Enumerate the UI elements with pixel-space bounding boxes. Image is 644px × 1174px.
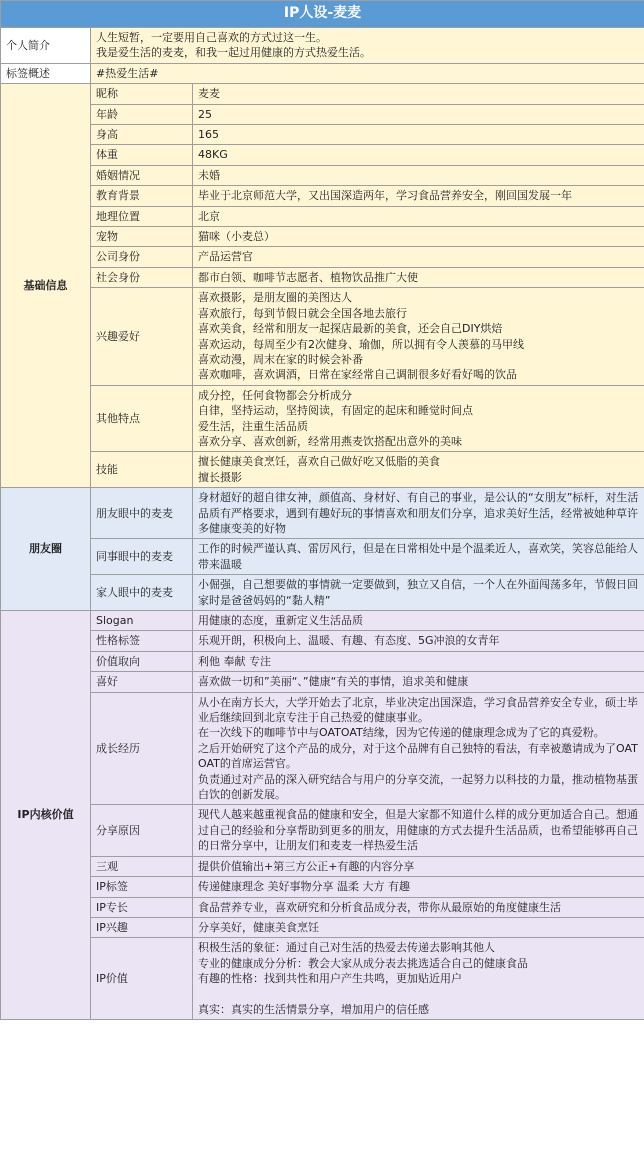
field-value-line: 喜欢旅行，每到节假日就会全国各地去旅行 bbox=[198, 306, 407, 320]
field-value bbox=[193, 917, 644, 937]
field-value bbox=[193, 267, 644, 287]
field-key: IP兴趣 bbox=[91, 917, 193, 937]
field-key: 教育背景 bbox=[91, 186, 193, 206]
field-key: IP价值 bbox=[91, 938, 193, 1020]
field-value-line: 专业的健康成分分析：教会大家从成分表去挑选适合自己的健康食品 bbox=[198, 956, 528, 970]
intro-line: 我是爱生活的麦麦，和我一起过用健康的方式热爱生活。 bbox=[96, 46, 371, 60]
field-value-line: 擅长摄影 bbox=[198, 470, 242, 484]
field-value-line: 毕业于北京师范大学，又出国深造两年，学习食品营养安全，刚回国发展一年 bbox=[198, 189, 572, 203]
field-value-line: 现代人越来越重视食品的健康和安全，但是大家都不知道什么样的成分更加适合自己。想通过自己的经验和分享帮助到更多的朋友，用健康的方式去提升生活品质，也希望能够再自己的日常分享中，让朋友们和麦麦一样热爱生活 bbox=[198, 808, 638, 853]
basic-info-row bbox=[1, 186, 644, 206]
field-value bbox=[193, 165, 644, 185]
field-value bbox=[193, 206, 644, 226]
field-value-line bbox=[198, 987, 639, 1002]
field-value-line: 用健康的态度，重新定义生活品质 bbox=[198, 614, 363, 627]
field-value-line: 北京 bbox=[198, 209, 220, 223]
field-value bbox=[193, 672, 644, 692]
field-value-line: 喜欢摄影，是朋友圈的美图达人 bbox=[198, 291, 352, 305]
field-value-line: 身材超好的超自律女神，颜值高、身材好、有自己的事业，是公认的“女朋友”标杆，对生活品质有严格要求，遇到有趣好玩的事情喜欢和朋友们分享，追求美好生活，经常被她种草许多健康变美的好物 bbox=[198, 491, 639, 535]
field-value bbox=[193, 877, 644, 897]
field-value-line: 负责通过对产品的深入研究结合与用户的分享交流，一起努力以科技的力量，推动植物基蛋白饮的创新发展。 bbox=[198, 772, 638, 802]
intro-value bbox=[91, 28, 644, 64]
field-value-line: 都市白领、咖啡节志愿者、植物饮品推广大使 bbox=[198, 270, 418, 284]
field-key: 地理位置 bbox=[91, 206, 193, 226]
field-key: 朋友眼中的麦麦 bbox=[91, 488, 193, 539]
field-value-line: 在一次线下的咖啡节中与OATOAT结缘，因为它传递的健康理念成为了它的真爱粉。 bbox=[198, 726, 605, 740]
field-value-line: 传递健康理念 美好事物分享 温柔 大方 有趣 bbox=[198, 880, 410, 894]
tags-label: 标签概述 bbox=[1, 63, 91, 83]
tags-row bbox=[1, 63, 644, 83]
field-value bbox=[193, 805, 644, 856]
field-key: 技能 bbox=[91, 452, 193, 488]
field-value bbox=[193, 692, 644, 805]
field-value-line: 食品营养专业，喜欢研究和分析食品成分表，带你从最原始的角度健康生活 bbox=[198, 900, 561, 914]
field-value bbox=[193, 938, 644, 1020]
field-value bbox=[193, 856, 644, 876]
field-key: 公司身份 bbox=[91, 247, 193, 267]
field-key: 宠物 bbox=[91, 227, 193, 247]
field-value bbox=[193, 227, 644, 247]
field-value-line: 48KG bbox=[198, 148, 228, 162]
basic-info-row bbox=[1, 84, 644, 104]
ip-core-value-row bbox=[1, 631, 644, 651]
tags-value: #热爱生活# bbox=[91, 63, 644, 83]
field-key: 年龄 bbox=[91, 104, 193, 124]
basic-info-row bbox=[1, 452, 644, 488]
ip-core-value-row bbox=[1, 938, 644, 1020]
field-value-line: 25 bbox=[198, 107, 212, 121]
field-key: 兴趣爱好 bbox=[91, 288, 193, 385]
intro-line: 人生短暂，一定要用自己喜欢的方式过这一生。 bbox=[96, 31, 327, 44]
field-key: IP专长 bbox=[91, 897, 193, 917]
field-value bbox=[193, 186, 644, 206]
ip-core-value-row bbox=[1, 917, 644, 937]
field-key: 社会身份 bbox=[91, 267, 193, 287]
field-key: 家人眼中的麦麦 bbox=[91, 575, 193, 611]
field-key: 其他特点 bbox=[91, 385, 193, 452]
field-value-line: 产品运营官 bbox=[198, 250, 253, 264]
ip-core-value-row bbox=[1, 651, 644, 671]
field-key: 身高 bbox=[91, 125, 193, 145]
field-value bbox=[193, 611, 644, 631]
field-value-line: 分享美好，健康美食烹饪 bbox=[198, 920, 319, 934]
field-key: 喜好 bbox=[91, 672, 193, 692]
basic-info-row bbox=[1, 267, 644, 287]
page-title: IP人设-麦麦 bbox=[1, 1, 644, 28]
basic-info-row bbox=[1, 145, 644, 165]
field-value-line: 喜欢分享、喜欢创新，经常用燕麦饮搭配出意外的美味 bbox=[198, 434, 462, 448]
field-value-line: 喜欢动漫，周末在家的时候会补番 bbox=[198, 352, 363, 366]
field-value bbox=[193, 247, 644, 267]
field-key: 体重 bbox=[91, 145, 193, 165]
field-value bbox=[193, 488, 644, 539]
basic-info-row bbox=[1, 104, 644, 124]
basic-info-label: 基础信息 bbox=[1, 84, 91, 488]
field-value bbox=[193, 452, 644, 488]
field-value bbox=[193, 125, 644, 145]
field-value bbox=[193, 539, 644, 575]
friend-circle-row bbox=[1, 575, 644, 611]
field-value-line: 成分控，任何食物都会分析成分 bbox=[198, 388, 352, 402]
field-value-line: 真实：真实的生活情景分享，增加用户的信任感 bbox=[198, 1002, 429, 1016]
field-value-line: 喜欢美食，经常和朋友一起探店最新的美食，还会自己DIY烘焙 bbox=[198, 322, 503, 336]
field-value bbox=[193, 575, 644, 611]
field-value-line: 擅长健康美食烹饪，喜欢自己做好吃又低脂的美食 bbox=[198, 455, 440, 469]
friend-circle-label: 朋友圈 bbox=[1, 488, 91, 611]
field-value-line: 自律，坚持运动，坚持阅读，有固定的起床和睡觉时间点 bbox=[198, 404, 473, 418]
ip-core-value-row bbox=[1, 897, 644, 917]
field-value-line: 利他 奉献 专注 bbox=[198, 654, 271, 668]
friend-circle-row bbox=[1, 539, 644, 575]
field-value-line: 喜欢做一切和”美丽“、”健康“有关的事情，追求美和健康 bbox=[198, 675, 469, 689]
basic-info-row bbox=[1, 206, 644, 226]
field-key: 昵称 bbox=[91, 84, 193, 104]
field-value-line: 积极生活的象征：通过自己对生活的热爱去传递去影响其他人 bbox=[198, 941, 495, 955]
field-value bbox=[193, 897, 644, 917]
field-value-line: 未婚 bbox=[198, 168, 220, 182]
basic-info-row bbox=[1, 227, 644, 247]
field-value-line: 之后开始研究了这个产品的成分，对于这个品牌有自己独特的看法，有幸被邀请成为了OATOAT的首席运营官。 bbox=[198, 741, 638, 771]
field-value-line: 小倔强，自己想要做的事情就一定要做到，独立又自信，一个人在外面闯荡多年，节假日回家时是爸爸妈妈的“黏人精” bbox=[198, 578, 638, 607]
field-key: 价值取向 bbox=[91, 651, 193, 671]
ip-core-value-row bbox=[1, 805, 644, 856]
ip-core-value-row bbox=[1, 877, 644, 897]
field-key: Slogan bbox=[91, 611, 193, 631]
title-row bbox=[1, 1, 644, 28]
field-value-line: 从小在南方长大，大学开始去了北京，毕业决定出国深造，学习食品营养安全专业，硕士毕业后继续回到北京专注于自己热爱的健康事业。 bbox=[198, 695, 638, 725]
field-value-line: 有趣的性格：找到共性和用户产生共鸣，更加贴近用户 bbox=[198, 972, 462, 986]
intro-label: 个人简介 bbox=[1, 28, 91, 64]
field-key: 分享原因 bbox=[91, 805, 193, 856]
basic-info-row bbox=[1, 288, 644, 385]
field-value-line: 提供价值输出+第三方公正+有趣的内容分享 bbox=[198, 859, 415, 873]
field-key: 同事眼中的麦麦 bbox=[91, 539, 193, 575]
basic-info-row bbox=[1, 165, 644, 185]
field-key: 三观 bbox=[91, 856, 193, 876]
field-value-line: 爱生活，注重生活品质 bbox=[198, 419, 308, 433]
field-key: 婚姻情况 bbox=[91, 165, 193, 185]
friend-circle-row bbox=[1, 488, 644, 539]
field-value bbox=[193, 104, 644, 124]
field-value-line: 乐观开朗，积极向上、温暖、有趣、有态度、5G冲浪的女青年 bbox=[198, 634, 500, 648]
field-value bbox=[193, 651, 644, 671]
ip-core-value-row bbox=[1, 692, 644, 805]
field-value bbox=[193, 84, 644, 104]
field-value bbox=[193, 288, 644, 385]
field-value-line: 麦麦 bbox=[198, 87, 220, 101]
field-value bbox=[193, 145, 644, 165]
ip-core-value-row bbox=[1, 856, 644, 876]
basic-info-row bbox=[1, 385, 644, 452]
ip-core-value-label: IP内核价值 bbox=[1, 611, 91, 1020]
field-value-line: 工作的时候严谨认真、雷厉风行，但是在日常相处中是个温柔近人，喜欢笑，笑容总能给人带来温暖 bbox=[198, 542, 638, 571]
ip-core-value-row bbox=[1, 672, 644, 692]
field-value-line: 猫咪（小麦总） bbox=[198, 230, 275, 244]
field-key: 性格标签 bbox=[91, 631, 193, 651]
ip-core-value-row bbox=[1, 611, 644, 631]
field-value bbox=[193, 631, 644, 651]
field-value-line: 喜欢运动，每周至少有2次健身、瑜伽，所以拥有令人羡慕的马甲线 bbox=[198, 337, 524, 351]
field-value-line: 喜欢咖啡，喜欢调酒，日常在家经常自己调制很多好看好喝的饮品 bbox=[198, 368, 517, 382]
basic-info-row bbox=[1, 125, 644, 145]
field-key: 成长经历 bbox=[91, 692, 193, 805]
field-value-line: 165 bbox=[198, 128, 219, 142]
field-key: IP标签 bbox=[91, 877, 193, 897]
intro-row bbox=[1, 28, 644, 64]
field-value bbox=[193, 385, 644, 452]
basic-info-row bbox=[1, 247, 644, 267]
